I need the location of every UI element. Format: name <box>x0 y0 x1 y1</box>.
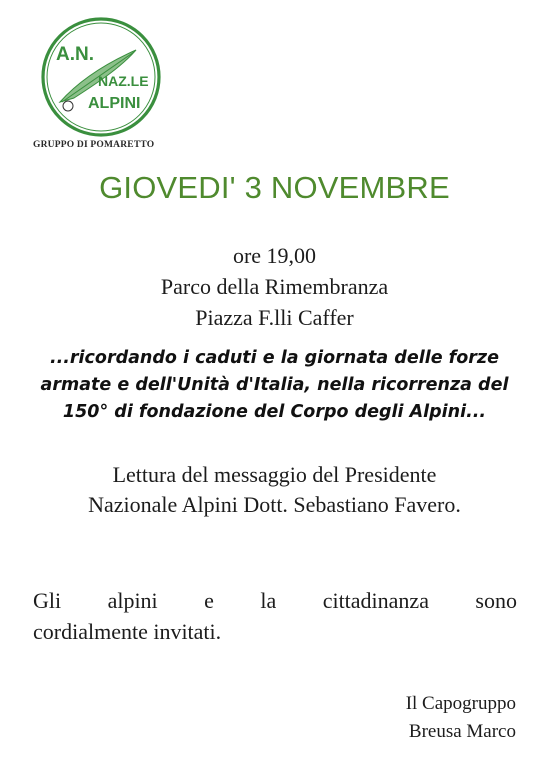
signature-role: Il Capogruppo <box>405 693 516 714</box>
invitation-line: Gli alpini e la cittadinanza sono <box>33 588 517 613</box>
commemoration-line: ...ricordando i caduti e la giornata delle forze <box>49 348 499 368</box>
ana-logo <box>38 14 168 140</box>
logo-text-middle: NAZ.LE <box>98 73 149 89</box>
invitation-line: cordialmente invitati. <box>33 619 222 644</box>
group-caption: GRUPPO DI POMARETTO <box>33 140 155 150</box>
commemoration-line: armate e dell'Unità d'Italia, nella ricorrenza del <box>40 375 509 395</box>
reading-line: Lettura del messaggio del Presidente <box>112 462 437 487</box>
invitation-text <box>33 585 517 647</box>
venue-block <box>0 240 549 333</box>
signature-name: Breusa Marco <box>408 721 516 742</box>
event-square: Piazza F.lli Caffer <box>195 305 354 330</box>
event-place: Parco della Rimembranza <box>160 274 389 299</box>
reading-line: Nazionale Alpini Dott. Sebastiano Favero. <box>88 492 461 517</box>
logo-text-top: A.N. <box>56 44 94 65</box>
event-time: ore 19,00 <box>232 243 317 268</box>
logo-text-bottom: ALPINI <box>88 95 141 112</box>
commemoration-line: 150° di fondazione del Corpo degli Alpini... <box>62 402 487 422</box>
signature-block <box>406 690 516 746</box>
event-date-headline: GIOVEDI' 3 NOVEMBRE <box>99 170 450 205</box>
commemoration-text <box>0 345 549 426</box>
reading-text <box>0 460 549 520</box>
